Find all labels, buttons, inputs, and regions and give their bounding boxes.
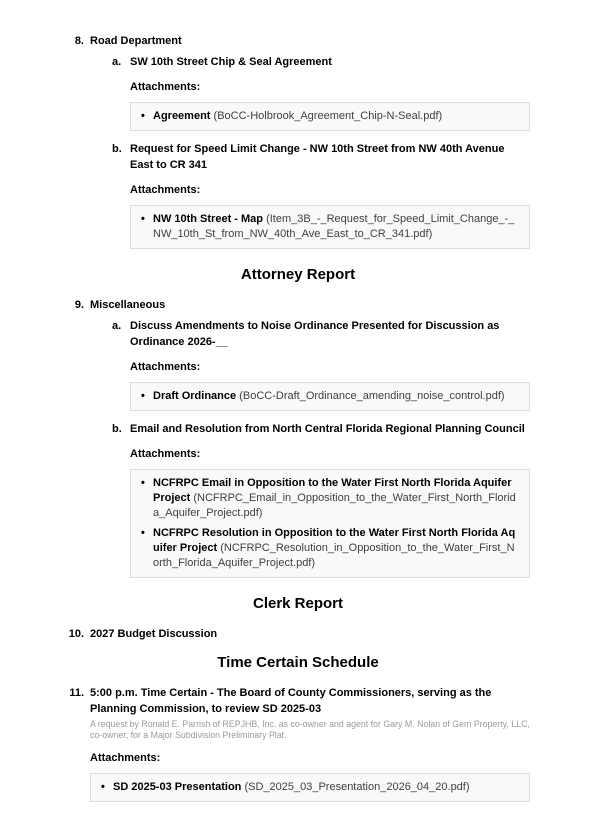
attachment-name: SD 2025-03 Presentation [113,781,242,793]
item-letter: b. [112,143,122,155]
agenda-item-8b [112,141,530,254]
bullet-icon: • [141,390,145,402]
attachment-filename: (SD_2025_03_Presentation_2026_04_20.pdf) [244,781,470,793]
agenda-item-9 [66,297,530,583]
attachments-label: Attachments: [90,752,161,764]
bullet-icon: • [141,213,145,225]
attachment-filename: (BoCC-Holbrook_Agreement_Chip-N-Seal.pdf) [213,110,443,122]
item-title-noise-ordinance: Discuss Amendments to Noise Ordinance Presented for Discussion as Ordinance 2026-__ [130,320,500,348]
item-title-ncfrpc-email-resolution: Email and Resolution from North Central Florida Regional Planning Council [130,423,525,435]
agenda-item-9a [112,318,530,416]
attachment-item[interactable] [141,526,517,571]
agenda-item-8 [66,33,530,254]
attachment-text [153,389,517,404]
attachments-label: Attachments: [130,448,201,460]
section-heading-clerk-report: Clerk Report [252,595,344,612]
section-heading-time-certain-schedule: Time Certain Schedule [217,654,379,671]
bullet-icon: • [141,477,145,489]
attachment-text [153,526,517,571]
attachment-filename: (Item_3B_-_Request_for_Speed_Limit_Change_-_NW_10th_St_from_NW_40th_Ave_East_to_CR_341.pdf) [153,213,515,240]
attachment-name: Agreement [153,110,211,122]
attachments-box [130,205,530,249]
attachment-filename: (NCFRPC_Email_in_Opposition_to_the_Water_First_North_Florida_Aquifer_Project.pdf) [153,492,516,519]
attachments-box [130,382,530,411]
attachment-text [113,780,517,795]
attachments-box [130,102,530,131]
bullet-icon: • [141,110,145,122]
attachment-item[interactable] [141,109,517,124]
agenda-item-8a [112,54,530,136]
attachment-name: NW 10th Street - Map [153,213,264,225]
attachment-item[interactable] [141,212,517,242]
attachment-name: NCFRPC Resolution in Opposition to the Water First North Florida Aquifer Project [153,527,516,554]
item-number: 9. [74,299,84,311]
attachments-box [130,469,530,578]
attachment-name: NCFRPC Email in Opposition to the Water First North Florida Aquifer Project [153,477,512,504]
agenda-item-11 [66,685,530,807]
item-number: 10. [68,628,84,640]
attachment-item[interactable] [141,476,517,521]
attachments-label: Attachments: [130,81,201,93]
item-title-chip-seal-agreement: SW 10th Street Chip & Seal Agreement [130,56,332,68]
attachment-text [153,476,517,521]
item-title-speed-limit-change: Request for Speed Limit Change - NW 10th Street from NW 40th Avenue East to CR 341 [130,143,505,171]
item-letter: a. [112,56,122,68]
attachment-name: Draft Ordinance [153,390,237,402]
attachment-filename: (BoCC-Draft_Ordinance_amending_noise_control.pdf) [239,390,505,402]
item-title-miscellaneous: Miscellaneous [90,299,166,311]
section-heading-attorney-report: Attorney Report [240,266,356,283]
item-title-time-certain-sd-2025-03: 5:00 p.m. Time Certain - The Board of County Commissioners, serving as the Planning Commission, to review SD 2025-03 [90,687,492,715]
agenda-item-9b [112,421,530,583]
attachment-item[interactable] [141,389,517,404]
item-number: 11. [69,687,84,699]
item-number: 8. [74,35,84,47]
attachment-text [153,212,517,242]
item-description: A request by Ronald E. Parrish of REPJHB, Inc. as co-owner and agent for Gary M. Nolan of Gem Property, LLC, co-owner, for a Major Subdivision Preliminary Plat. [90,719,530,740]
item-letter: a. [112,320,122,332]
attachment-filename: (NCFRPC_Resolution_in_Opposition_to_the_Water_First_North_Florida_Aquifer_Project.pdf) [153,542,515,569]
bullet-icon: • [101,781,105,793]
item-title-budget-discussion: 2027 Budget Discussion [90,628,218,640]
attachments-box [90,773,530,802]
item-title-road-department: Road Department [90,35,182,47]
item-letter: b. [112,423,122,435]
attachment-item[interactable] [101,780,517,795]
attachments-label: Attachments: [130,361,201,373]
agenda-item-10 [66,626,530,642]
attachment-text [153,109,517,124]
attachments-label: Attachments: [130,184,201,196]
bullet-icon: • [141,527,145,539]
